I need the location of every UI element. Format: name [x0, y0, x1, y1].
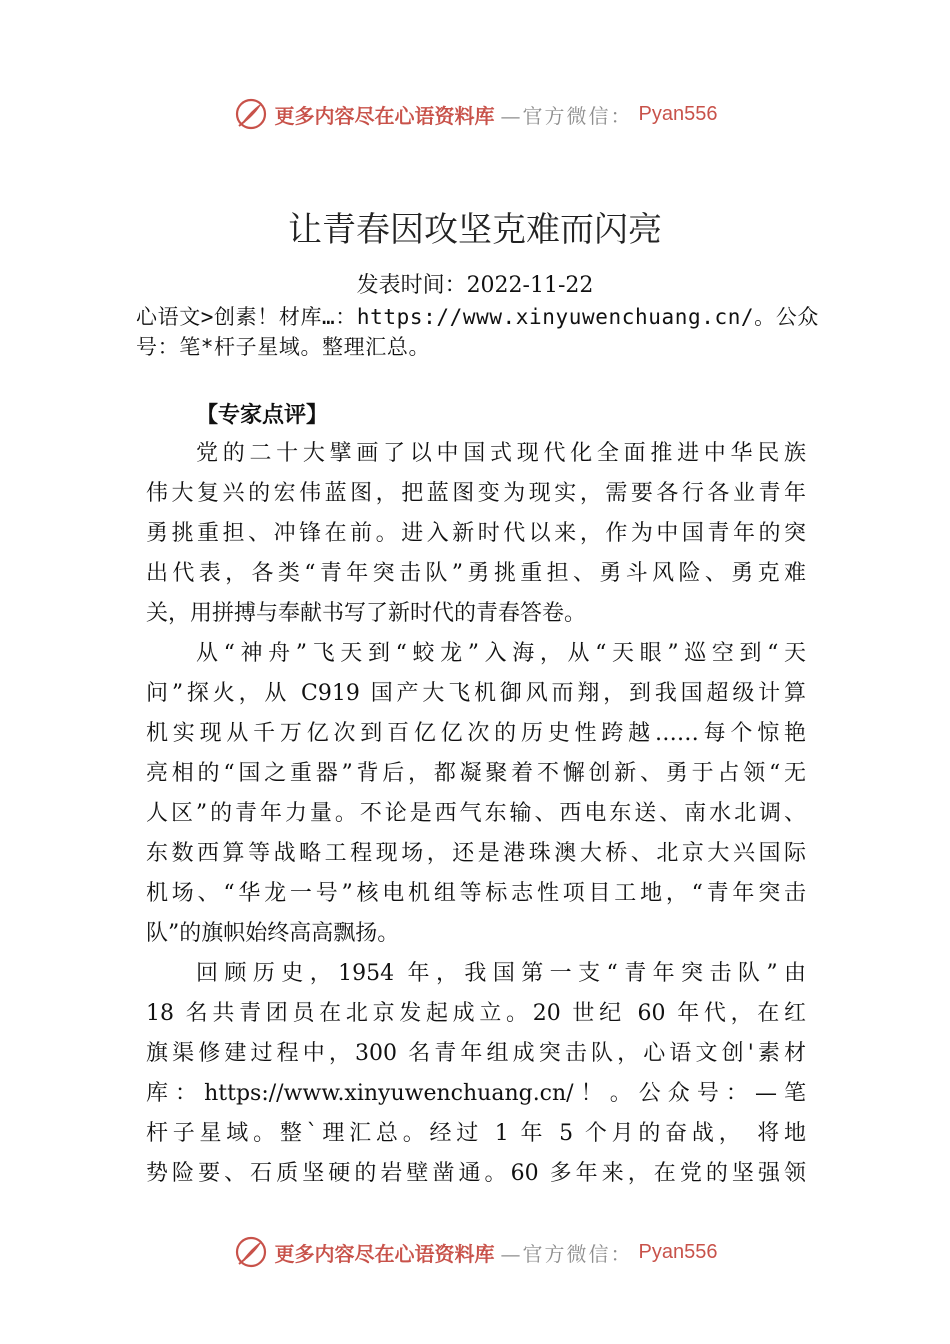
- wechat-id: Pyan556: [638, 1240, 718, 1263]
- article-body: [146, 434, 806, 1194]
- body-line: 队”的旗帜始终高高飘扬。: [146, 921, 400, 946]
- body-line: 东数西算等战略工程现场，还是港珠澳大桥、北京大兴国际: [146, 841, 806, 866]
- body-line: 出代表，各类“青年突击队”勇挑重担、勇斗风险、勇克难: [146, 561, 806, 586]
- body-line: 党的二十大擘画了以中国式现代化全面推进中华民族: [196, 441, 806, 466]
- section-heading: 【专家点评】: [196, 403, 329, 428]
- contact-label: —官方微信：: [500, 103, 633, 128]
- source-note: 心语文>创素！材库…：https://www.xinyuwenchuang.cn/。公众号：笔*杆子星域。整理汇总。: [136, 305, 819, 359]
- feather-pen-circle-icon: [233, 96, 269, 132]
- body-line: 势险要、石质坚硬的岩壁凿通。60 多年来，在党的坚强领: [146, 1161, 806, 1186]
- article-title: 让青春因攻坚克难而闪亮: [288, 210, 662, 250]
- body-line: 问”探火，从 C919 国产大飞机御风而翔，到我国超级计算: [146, 681, 806, 706]
- body-line: 勇挑重担、冲锋在前。进入新时代以来，作为中国青年的突: [146, 521, 806, 546]
- body-line: 机实现从千万亿次到百亿亿次的历史性跨越……每个惊艳: [146, 721, 806, 746]
- body-line: 伟大复兴的宏伟蓝图，把蓝图变为现实，需要各行各业青年: [146, 481, 806, 506]
- body-line: 亮相的“国之重器”背后，都凝聚着不懈创新、勇于占领“无: [146, 761, 806, 786]
- body-line: 杆子星域。整`理汇总。经过 1 年 5 个月的奋战， 将地: [146, 1121, 806, 1146]
- body-line: 旗渠修建过程中，300 名青年组成突击队，心语文创'素材: [146, 1041, 806, 1066]
- feather-pen-circle-icon: [233, 1234, 269, 1270]
- body-line: 机场、“华龙一号”核电机组等标志性项目工地，“青年突击: [146, 881, 806, 906]
- body-line: 18 名共青团员在北京发起成立。20 世纪 60 年代，在红: [146, 1001, 806, 1026]
- body-line: 关，用拼搏与奉献书写了新时代的青春答卷。: [146, 601, 587, 626]
- body-line: 人区”的青年力量。不论是西气东输、西电东送、南水北调、: [146, 801, 806, 826]
- publish-date: 发表时间：2022-11-22: [356, 273, 594, 298]
- header-banner: [0, 94, 950, 134]
- brand-text: 更多内容尽在心语资料库: [274, 1241, 495, 1266]
- footer-banner: [0, 1232, 950, 1272]
- wechat-id: Pyan556: [638, 102, 718, 125]
- brand-text: 更多内容尽在心语资料库: [274, 103, 495, 128]
- body-line: 库：https://www.xinyuwenchuang.cn/！。公众号：—笔: [146, 1081, 806, 1106]
- body-line: 从“神舟”飞天到“蛟龙”入海，从“天眼”巡空到“天: [196, 641, 806, 666]
- body-line: 回顾历史，1954 年，我国第一支“青年突击队”由: [196, 961, 806, 986]
- contact-label: —官方微信：: [500, 1241, 633, 1266]
